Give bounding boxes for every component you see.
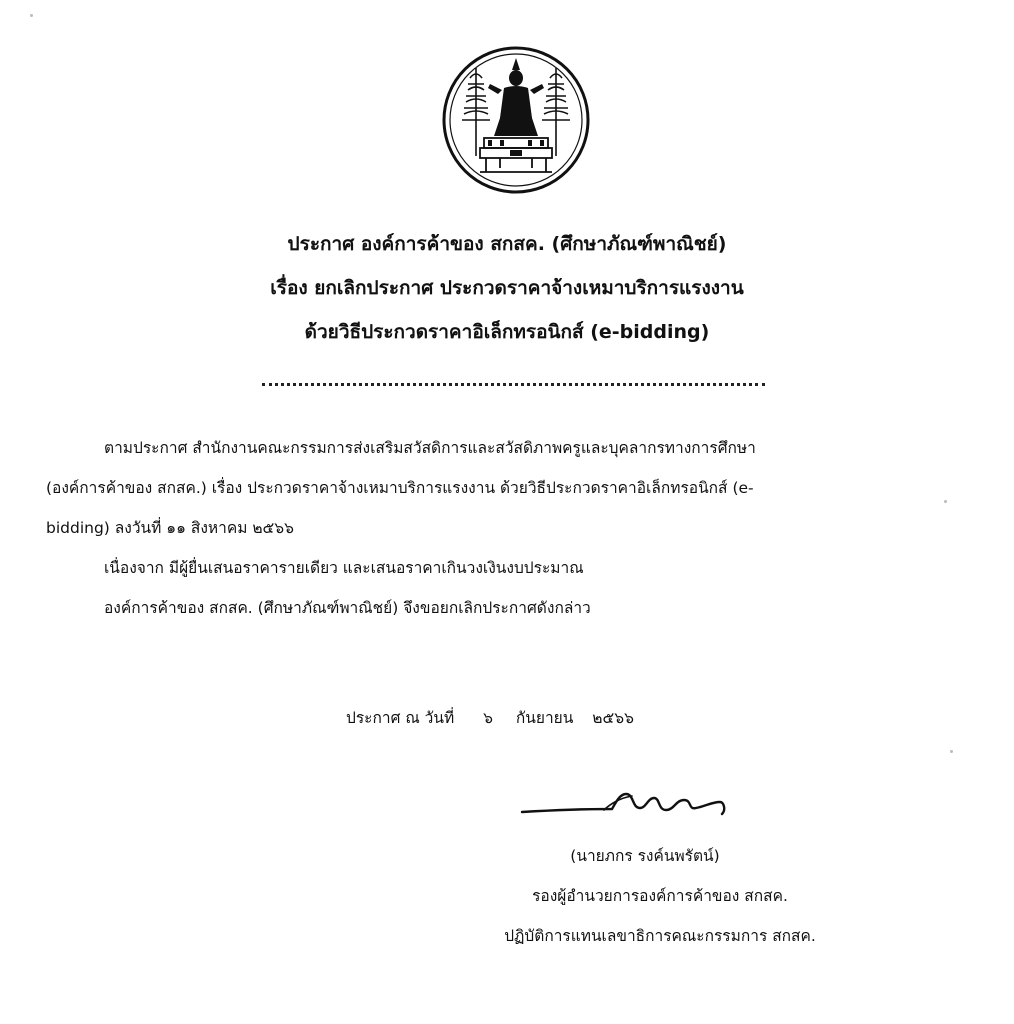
announcement-date bbox=[346, 700, 648, 736]
title-line-3: ด้วยวิธีประกวดราคาอิเล็กทรอนิกส์ (e-bidding) bbox=[304, 321, 710, 343]
dotted-separator bbox=[262, 383, 765, 386]
paragraph-line: เนื่องจาก มีผู้ยื่นเสนอราคารายเดียว และเสนอราคาเกินวงเงินงบประมาณ bbox=[104, 559, 584, 577]
organization-emblem-icon bbox=[440, 44, 592, 196]
signer-acting-position: ปฏิบัติการแทนเลขาธิการคณะกรรมการ สกสค. bbox=[504, 927, 816, 945]
date-prefix: ประกาศ ณ วันที่ bbox=[346, 709, 455, 727]
paragraph-line: bidding) ลงวันที่ ๑๑ สิงหาคม ๒๕๖๖ bbox=[46, 519, 294, 537]
paragraph-line: ตามประกาศ สำนักงานคณะกรรมการส่งเสริมสวัสดิการและสวัสดิภาพครูและบุคลากรทางการศึกษา bbox=[104, 439, 756, 457]
date-day: ๖ bbox=[483, 709, 493, 727]
handwritten-signature bbox=[516, 780, 756, 826]
scan-speck bbox=[30, 14, 33, 17]
paragraph-reason bbox=[46, 548, 926, 628]
scan-speck bbox=[944, 500, 947, 503]
title-line-2: เรื่อง ยกเลิกประกาศ ประกวดราคาจ้างเหมาบริการแรงงาน bbox=[270, 277, 744, 299]
scan-speck bbox=[950, 750, 953, 753]
signer-block bbox=[440, 836, 880, 956]
date-year: ๒๕๖๖ bbox=[592, 709, 634, 727]
date-month: กันยายน bbox=[515, 709, 574, 727]
paragraph-reference bbox=[46, 428, 926, 548]
signer-position: รองผู้อำนวยการองค์การค้าของ สกสค. bbox=[532, 887, 788, 905]
title-line-1: ประกาศ องค์การค้าของ สกสค. (ศึกษาภัณฑ์พาณิชย์) bbox=[287, 233, 727, 255]
signer-name: (นายภกร รงค์นพรัตน์) bbox=[570, 847, 720, 865]
paragraph-line: (องค์การค้าของ สกสค.) เรื่อง ประกวดราคาจ้างเหมาบริการแรงงาน ด้วยวิธีประกวดราคาอิเล็กทรอนิกส์ (e- bbox=[46, 479, 754, 497]
paragraph-line: องค์การค้าของ สกสค. (ศึกษาภัณฑ์พาณิชย์) จึงขอยกเลิกประกาศดังกล่าว bbox=[104, 599, 591, 617]
announcement-body bbox=[46, 428, 926, 628]
announcement-title bbox=[0, 222, 1014, 354]
